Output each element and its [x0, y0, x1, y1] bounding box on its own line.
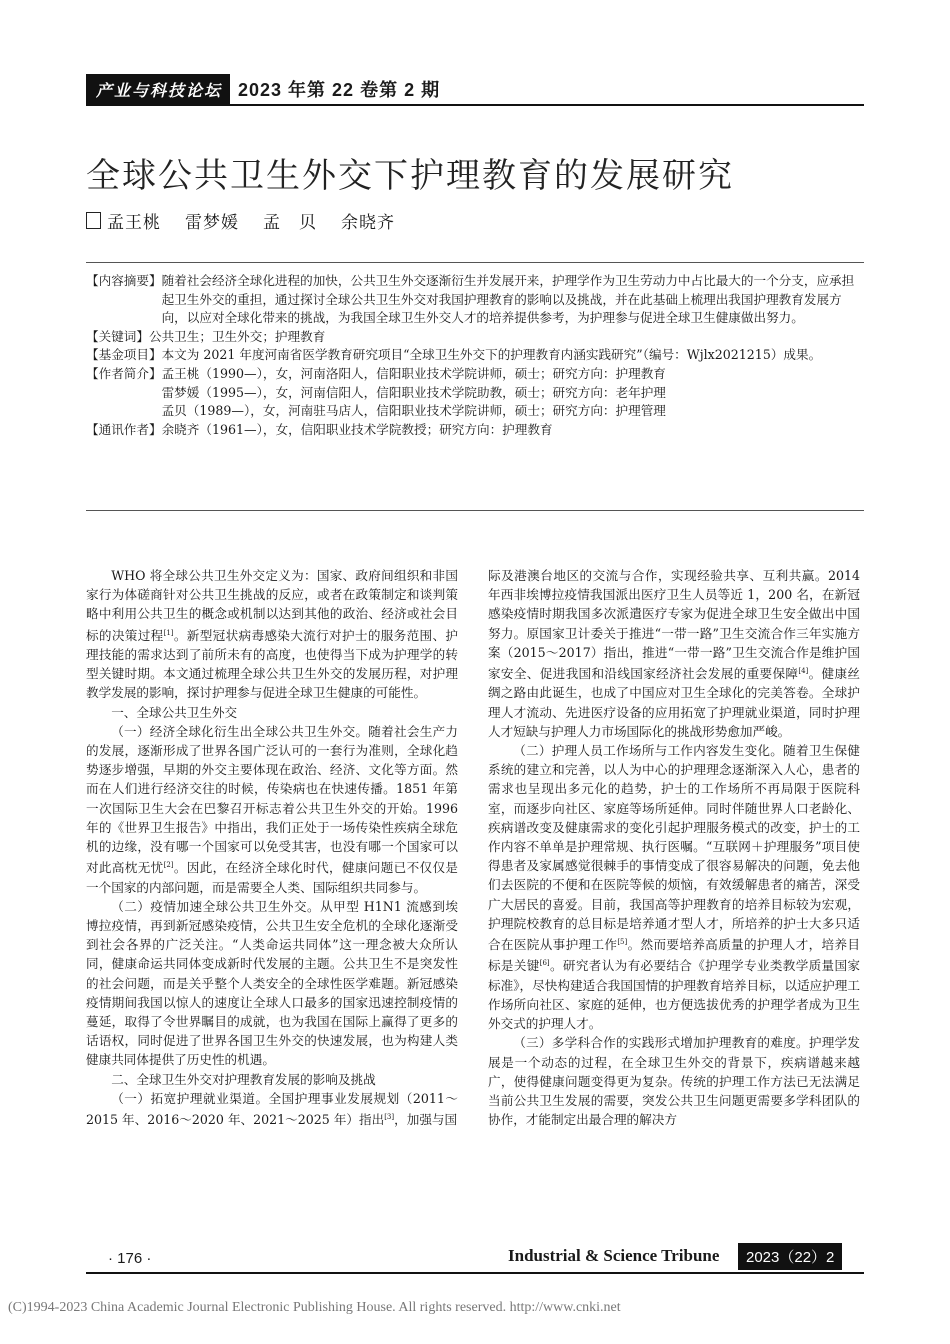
author-name: 孟王桃	[107, 213, 161, 233]
paper-title: 全球公共卫生外交下护理教育的发展研究	[86, 156, 734, 196]
citation-ref: [4]	[798, 667, 809, 676]
body-paragraph: 际及港澳台地区的交流与合作，实现经验共享、互利共赢。2014 年西非埃博拉疫情我国派出医疗卫生人员等近 1，200 名，在新冠感染疫情时期我国多次派遣医疗专家为促进全球卫生安全做出中国努力。原国家卫计委关于推进“一带一路”卫生交流合作三年实施方案（2015～2017）指出，推进“一带一路”卫生交流合作是维护国家安全、促进我国和沿线国家经济社会发展的重要保障[4]。健康丝绸之路由此诞生，也成了中国应对卫生全球化的完美答卷。全球护理人才流动、先进医疗设备的应用拓宽了护理就业渠道，同时护理人才短缺与护理人力市场国际化的挑战形势愈加严峻。	[488, 568, 861, 739]
meta-block	[86, 272, 864, 439]
section-heading: 二、全球卫生外交对护理教育发展的影响及挑战	[111, 1071, 376, 1087]
keywords-text: 公共卫生；卫生外交；护理教育	[148, 328, 326, 344]
author-info-lines	[162, 365, 864, 421]
checkbox-square-icon	[86, 212, 101, 229]
meta-bottom-rule	[86, 510, 864, 511]
keywords-label: 【关键词】	[86, 328, 149, 344]
corresponding-author-row	[86, 421, 864, 440]
body-paragraph: （一）经济全球化衍生出全球公共卫生外交。随着社会生产力的发展，逐渐形成了世界各国广泛认可的一套行为准则，全球化趋势逐步增强，早期的外交主要体现在政治、经济、文化等方面。然而在人们进行经济交往的时候，传染病也在快速传播。1851 年第一次国际卫生大会在巴黎召开标志着公共卫生外交的开始。1996 年的《世界卫生报告》中指出，我们正处于一场传染性疾病全球危机的边缘，没有哪一个国家可以免受其害，也没有哪一个国家可以对此高枕无忧[2]。因此，在经济全球化时代，健康问题已不仅仅是一个国家的内部问题，而是需要全人类、国际组织共同参与。	[86, 723, 459, 895]
citation-ref: [1]	[163, 628, 174, 637]
body-paragraph: （二）护理人员工作场所与工作内容发生变化。随着卫生保健系统的建立和完善，以人为中心的护理理念逐渐深入人心，患者的需求也呈现出多元化的趋势，护士的工作场所不再局限于医院科室，而逐步向社区、家庭等场所延伸。同时伴随世界人口老龄化、疾病谱改变及健康需求的变化引起护理服务模式的改变，护士的工作内容不单单是护理常规、执行医嘱。“互联网＋护理服务”项目使得患者及家属感觉很棘手的事情变成了很容易解决的问题，免去他们去医院的不便和在医院等候的烦恼，有效缓解患者的痛苦，深受广大居民的喜爱。目前，我国高等护理教育的培养目标较为宏观，护理院校教育的总目标是培养通才型人才，所培养的护士大多只适合在医院从事护理工作[5]。然而要培养高质量的护理人才，培养目标是关键[6]。研究者认为有必要结合《护理学专业类教学质量国家标准》，尽快构建适合我国国情的护理教育培养目标，以适应护理工作场所向社区、家庭的延伸，也方便选拔优秀的护理学者成为卫生外交式的护理人才。	[488, 743, 861, 1032]
abstract-text: 随着社会经济全球化进程的加快，公共卫生外交逐渐衍生并发展开来，护理学作为卫生劳动力中占比最大的一个分支，应承担起卫生外交的重担，通过探讨全球公共卫生外交对我国护理教育的影响以及挑战，并在此基础上梳理出我国护理教育发展方向，以应对全球化带来的挑战，为我国全球卫生外交人才的培养提供参考，为护理参与促进全球卫生健康做出努力。	[161, 273, 855, 326]
author-name: 雷梦媛	[185, 213, 239, 233]
corresponding-author-label: 【通讯作者】	[86, 421, 162, 437]
author-list	[86, 208, 413, 233]
meta-top-rule	[86, 262, 864, 263]
footer-rule	[86, 1272, 864, 1274]
corresponding-author-text: 余晓齐（1961—），女，信阳职业技术学院教授；研究方向：护理教育	[161, 421, 553, 437]
body-left-column	[86, 566, 458, 1129]
body-paragraph: WHO 将全球公共卫生外交定义为：国家、政府间组织和非国家行为体磋商针对公共卫生挑战的反应，或者在政策制定和谈判策略中利用公共卫生的概念或机制以达到其他的政治、经济或社会目标的决策过程[1]。新型冠状病毒感染大流行对护士的服务范围、护理技能的需求达到了前所未有的高度，也使得当下成为护理学的转型关键时期。本文通过梳理全球公共卫生外交的发展历程，对护理教学发展的影响，探讨护理参与促进全球卫生健康的可能性。	[86, 568, 459, 701]
page-number: · 176 ·	[108, 1250, 152, 1267]
issue-info: 2023 年第 22 卷第 2 期	[238, 80, 441, 100]
author-info-label: 【作者简介】	[86, 365, 162, 381]
body-paragraph: （一）拓宽护理就业渠道。全国护理事业发展规划（2011～2015 年、2016～2020 年、2021～2025 年）指出[3]，加强与国	[86, 1090, 458, 1128]
citation-ref: [2]	[163, 861, 174, 870]
abstract-row	[86, 272, 864, 328]
fund-text: 本文为 2021 年度河南省医学教育研究项目“全球卫生外交下的护理教育内涵实践研究”（编号：Wjlx2021215）成果。	[161, 347, 822, 363]
author-info-line: 孟王桃（1990—），女，河南洛阳人，信阳职业技术学院讲师，硕士；研究方向：护理教育	[161, 365, 666, 381]
copyright-notice: (C)1994-2023 China Academic Journal Electronic Publishing House. All rights reserved. http://www.cnki.net	[8, 1300, 621, 1315]
header-rule	[86, 104, 864, 106]
body-paragraph: （三）多学科合作的实践形式增加护理教育的难度。护理学发展是一个动态的过程，在全球卫生外交的背景下，疾病谱越来越广，使得健康问题变得更为复杂。传统的护理工作方法已无法满足当前公共卫生发展的需要，突发公共卫生问题更需要多学科团队的协作，才能制定出最合理的解决方	[488, 1035, 860, 1128]
section-heading: 一、全球公共卫生外交	[111, 704, 238, 720]
abstract-label: 【内容摘要】	[86, 273, 162, 288]
citation-ref: [5]	[617, 938, 628, 947]
author-info-row	[86, 365, 864, 421]
footer-journal-name: Industrial & Science Tribune	[508, 1246, 720, 1265]
body-paragraph: （二）疫情加速全球公共卫生外交。从甲型 H1N1 流感到埃博拉疫情，再到新冠感染疫情，公共卫生安全危机的全球化逐渐受到社会各界的广泛关注。“人类命运共同体”这一理念被大众所认同，健康命运共同体变成新时代发展的主题。公共卫生不是突发性的社会问题，而是关乎整个人类安全的全球性医学难题。新冠感染疫情期间我国以惊人的速度让全球人口最多的国家迅速控制疫情的蔓延，取得了令世界瞩目的成就，也为我国在国际上赢得了更多的话语权，同时促进了世界各国卫生外交的快速发展，也为构建人类健康共同体提供了历史性的机遇。	[86, 898, 458, 1068]
citation-ref: [3]	[384, 1113, 395, 1122]
footer-issue-badge: 2023（22）2	[738, 1243, 842, 1270]
author-name: 孟 贝	[263, 213, 317, 233]
fund-row	[86, 346, 864, 365]
journal-badge: 产业与科技论坛	[86, 74, 230, 104]
body-right-column	[488, 566, 860, 1129]
fund-label: 【基金项目】	[86, 347, 162, 363]
author-name: 余晓齐	[341, 213, 395, 233]
citation-ref: [6]	[539, 959, 550, 968]
author-info-line: 雷梦媛（1995—），女，河南信阳人，信阳职业技术学院助教，硕士；研究方向：老年护理	[161, 384, 666, 400]
author-info-line: 孟贝（1989—），女，河南驻马店人，信阳职业技术学院讲师，硕士；研究方向：护理管理	[161, 403, 666, 419]
keywords-row	[86, 328, 864, 347]
